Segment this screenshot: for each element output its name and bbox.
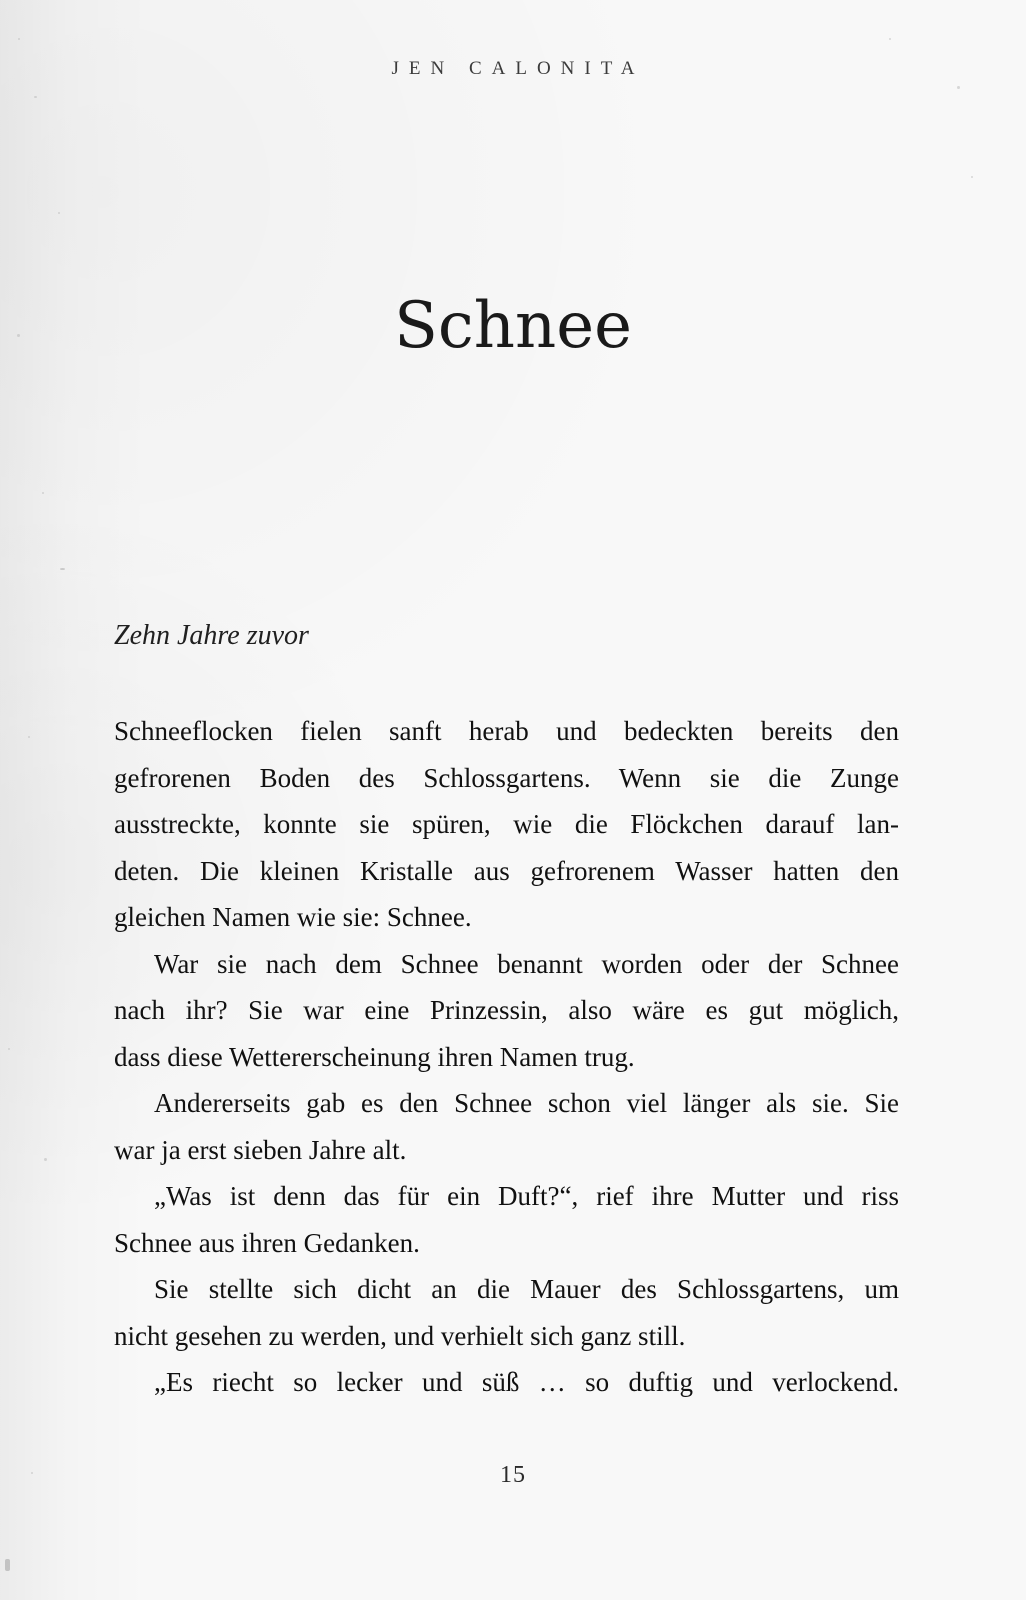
chapter-body-text [114,708,899,1406]
paper-speckle [60,568,65,570]
paper-speckle [28,736,30,738]
body-line: war ja erst sieben Jahre alt. [114,1134,407,1165]
body-line: „Was ist denn das für ein Duft?“, rief ihre Mutter und riss [154,1181,899,1211]
paper-speckle [971,176,973,178]
chapter-subheading: Zehn Jahre zuvor [114,620,309,651]
body-line: nicht gesehen zu werden, und verhielt sich ganz still. [114,1320,686,1351]
page-number: 15 [500,1462,526,1488]
paper-speckle [42,492,44,494]
paper-speckle [58,212,60,214]
body-line: deten. Die kleinen Kristalle aus gefrorenem Wasser hatten den [114,855,899,886]
paper-speckle [34,96,37,98]
body-line: Schnee aus ihren Gedanken. [114,1227,420,1258]
body-line: gleichen Namen wie sie: Schnee. [114,902,472,932]
paper-speckle [44,1158,47,1161]
paper-speckle [8,1048,10,1050]
running-header-author: JEN CALONITA [391,58,645,79]
body-line: dass diese Wettererscheinung ihren Namen trug. [114,1041,635,1072]
body-line: Andererseits gab es den Schnee schon viel länger als sie. Sie [154,1088,899,1118]
body-line: nach ihr? Sie war eine Prinzessin, also wäre es gut möglich, [114,995,899,1025]
body-line: „Es riecht so lecker und süß … so duftig und verlockend. [154,1367,899,1397]
body-line: gefrorenen Boden des Schlossgartens. Wenn sie die Zunge [114,762,899,793]
body-line: War sie nach dem Schnee benannt worden oder der Schnee [154,948,899,979]
paper-mark [5,1559,10,1571]
paper-speckle [18,38,20,40]
body-line: Sie stellte sich dicht an die Mauer des Schlossgartens, um [154,1274,899,1304]
body-line: Schneeflocken fielen sanft herab und bedeckten bereits den [114,716,899,746]
body-line: ausstreckte, konnte sie spüren, wie die Flöckchen darauf lan- [114,809,899,839]
chapter-title: Schnee [394,289,632,363]
paper-speckle [957,86,960,89]
paper-speckle [889,38,891,40]
